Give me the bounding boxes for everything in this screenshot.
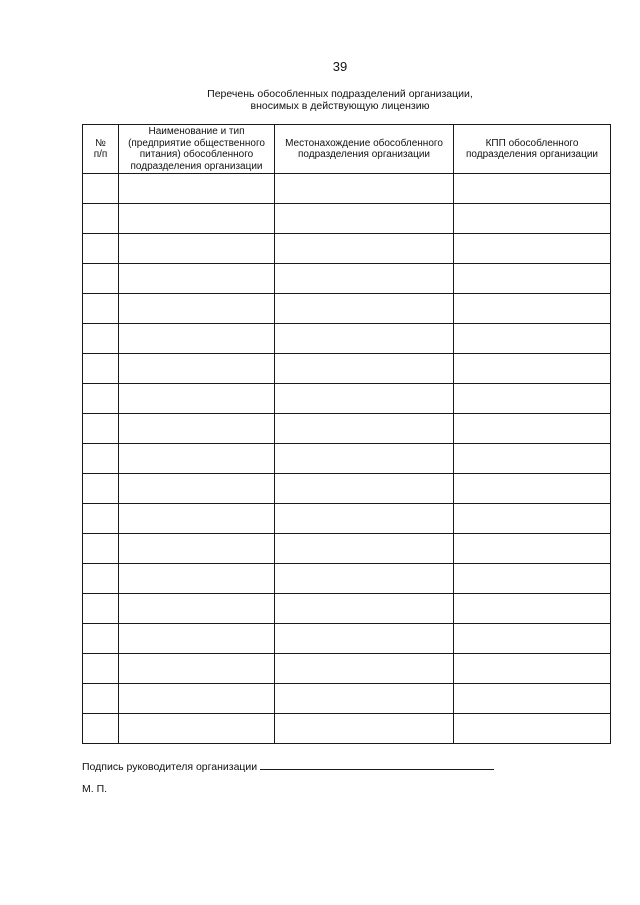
cell-location[interactable] bbox=[275, 504, 454, 534]
cell-kpp[interactable] bbox=[454, 714, 611, 744]
cell-kpp[interactable] bbox=[454, 264, 611, 294]
cell-name[interactable] bbox=[119, 504, 275, 534]
cell-number[interactable] bbox=[83, 324, 119, 354]
column-header-line: п/п bbox=[93, 149, 108, 160]
cell-number[interactable] bbox=[83, 174, 119, 204]
cell-location[interactable] bbox=[275, 714, 454, 744]
column-header-line: питания) обособленного bbox=[139, 149, 254, 160]
cell-kpp[interactable] bbox=[454, 294, 611, 324]
cell-location[interactable] bbox=[275, 414, 454, 444]
column-header-location bbox=[275, 125, 454, 174]
column-header-line: (предприятие общественного bbox=[128, 137, 265, 149]
column-header-name bbox=[119, 125, 275, 174]
cell-number[interactable] bbox=[83, 504, 119, 534]
table-row bbox=[83, 534, 611, 564]
cell-name[interactable] bbox=[119, 204, 275, 234]
page-number: 39 bbox=[332, 59, 348, 74]
column-header-line: подразделения организации bbox=[298, 149, 430, 160]
cell-location[interactable] bbox=[275, 354, 454, 384]
cell-name[interactable] bbox=[119, 384, 275, 414]
cell-location[interactable] bbox=[275, 204, 454, 234]
cell-location[interactable] bbox=[275, 174, 454, 204]
cell-kpp[interactable] bbox=[454, 204, 611, 234]
cell-kpp[interactable] bbox=[454, 654, 611, 684]
signature-label: Подпись руководителя организации bbox=[82, 761, 258, 773]
table-row bbox=[83, 414, 611, 444]
table-row bbox=[83, 624, 611, 654]
cell-kpp[interactable] bbox=[454, 174, 611, 204]
cell-kpp[interactable] bbox=[454, 534, 611, 564]
cell-name[interactable] bbox=[119, 714, 275, 744]
table-row bbox=[83, 324, 611, 354]
cell-number[interactable] bbox=[83, 474, 119, 504]
cell-kpp[interactable] bbox=[454, 384, 611, 414]
cell-location[interactable] bbox=[275, 264, 454, 294]
column-header-number bbox=[83, 125, 119, 174]
table-row bbox=[83, 714, 611, 744]
column-header-line: подразделения организации bbox=[130, 160, 263, 172]
cell-number[interactable] bbox=[83, 414, 119, 444]
subdivisions-table bbox=[82, 124, 611, 744]
cell-location[interactable] bbox=[275, 624, 454, 654]
table-body bbox=[83, 174, 611, 744]
cell-name[interactable] bbox=[119, 234, 275, 264]
table-row bbox=[83, 264, 611, 294]
cell-number[interactable] bbox=[83, 594, 119, 624]
cell-number[interactable] bbox=[83, 444, 119, 474]
cell-kpp[interactable] bbox=[454, 324, 611, 354]
table-row bbox=[83, 444, 611, 474]
cell-name[interactable] bbox=[119, 654, 275, 684]
signature-field[interactable] bbox=[260, 759, 494, 770]
cell-name[interactable] bbox=[119, 324, 275, 354]
table-row bbox=[83, 474, 611, 504]
cell-number[interactable] bbox=[83, 354, 119, 384]
cell-location[interactable] bbox=[275, 594, 454, 624]
column-header-line: № bbox=[95, 137, 106, 149]
cell-name[interactable] bbox=[119, 474, 275, 504]
cell-location[interactable] bbox=[275, 384, 454, 414]
table-row bbox=[83, 204, 611, 234]
cell-name[interactable] bbox=[119, 444, 275, 474]
table-row bbox=[83, 294, 611, 324]
document-title bbox=[130, 88, 550, 112]
cell-number[interactable] bbox=[83, 714, 119, 744]
cell-kpp[interactable] bbox=[454, 354, 611, 384]
table-row bbox=[83, 234, 611, 264]
cell-location[interactable] bbox=[275, 444, 454, 474]
cell-location[interactable] bbox=[275, 234, 454, 264]
cell-name[interactable] bbox=[119, 624, 275, 654]
cell-location[interactable] bbox=[275, 564, 454, 594]
cell-name[interactable] bbox=[119, 414, 275, 444]
table-row bbox=[83, 564, 611, 594]
table-header-row bbox=[83, 125, 611, 174]
cell-kpp[interactable] bbox=[454, 504, 611, 534]
cell-name[interactable] bbox=[119, 684, 275, 714]
cell-kpp[interactable] bbox=[454, 234, 611, 264]
table-row bbox=[83, 384, 611, 414]
cell-number[interactable] bbox=[83, 564, 119, 594]
column-header-line: КПП обособленного bbox=[485, 137, 579, 149]
cell-location[interactable] bbox=[275, 324, 454, 354]
seal-mark: М. П. bbox=[82, 783, 108, 795]
column-header-kpp bbox=[454, 125, 611, 174]
cell-number[interactable] bbox=[83, 624, 119, 654]
signature-line bbox=[82, 759, 494, 773]
cell-number[interactable] bbox=[83, 264, 119, 294]
table-row bbox=[83, 684, 611, 714]
cell-number[interactable] bbox=[83, 654, 119, 684]
cell-name[interactable] bbox=[119, 564, 275, 594]
cell-name[interactable] bbox=[119, 264, 275, 294]
cell-name[interactable] bbox=[119, 534, 275, 564]
cell-location[interactable] bbox=[275, 294, 454, 324]
cell-number[interactable] bbox=[83, 384, 119, 414]
cell-number[interactable] bbox=[83, 204, 119, 234]
column-header-line: Наименование и тип bbox=[148, 126, 245, 137]
cell-name[interactable] bbox=[119, 594, 275, 624]
cell-kpp[interactable] bbox=[454, 564, 611, 594]
cell-name[interactable] bbox=[119, 174, 275, 204]
cell-number[interactable] bbox=[83, 534, 119, 564]
table-row bbox=[83, 594, 611, 624]
cell-location[interactable] bbox=[275, 684, 454, 714]
table-row bbox=[83, 174, 611, 204]
table-row bbox=[83, 354, 611, 384]
cell-number[interactable] bbox=[83, 234, 119, 264]
cell-kpp[interactable] bbox=[454, 474, 611, 504]
table-row bbox=[83, 504, 611, 534]
cell-kpp[interactable] bbox=[454, 444, 611, 474]
cell-number[interactable] bbox=[83, 684, 119, 714]
cell-name[interactable] bbox=[119, 294, 275, 324]
cell-kpp[interactable] bbox=[454, 684, 611, 714]
cell-name[interactable] bbox=[119, 354, 275, 384]
cell-location[interactable] bbox=[275, 534, 454, 564]
cell-kpp[interactable] bbox=[454, 414, 611, 444]
cell-kpp[interactable] bbox=[454, 594, 611, 624]
cell-location[interactable] bbox=[275, 474, 454, 504]
document-title-line-2: вносимых в действующую лицензию bbox=[250, 100, 430, 112]
cell-kpp[interactable] bbox=[454, 624, 611, 654]
cell-number[interactable] bbox=[83, 294, 119, 324]
column-header-line: подразделения организации bbox=[466, 149, 598, 160]
cell-location[interactable] bbox=[275, 654, 454, 684]
table-row bbox=[83, 654, 611, 684]
document-title-line-1: Перечень обособленных подразделений организации, bbox=[207, 88, 473, 100]
column-header-line: Местонахождение обособленного bbox=[285, 137, 443, 149]
